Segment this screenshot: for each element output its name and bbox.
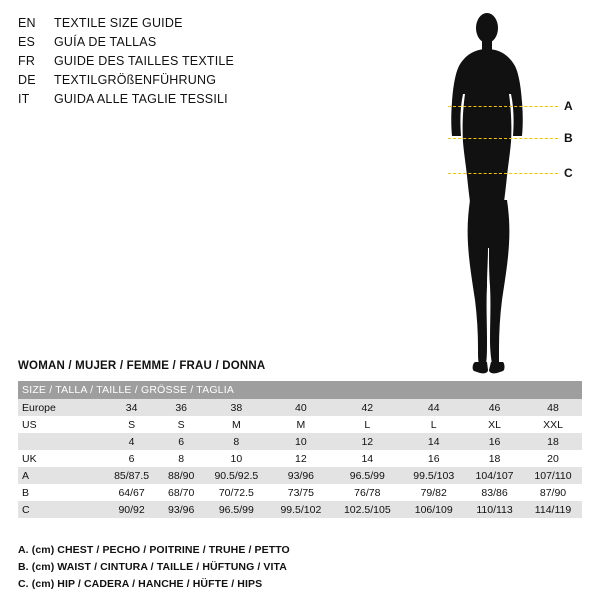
cell: 114/119	[524, 501, 582, 518]
cell: 44	[402, 399, 465, 416]
cell: 64/67	[104, 484, 159, 501]
legend-row-b: B. (cm) WAIST / CINTURA / TAILLE / HÜFTUNG / VITA	[18, 561, 287, 573]
table-row	[18, 399, 582, 416]
cell: 96.5/99	[203, 501, 269, 518]
cell: 40	[270, 399, 333, 416]
cell: 93/96	[270, 467, 333, 484]
cell: 14	[332, 450, 402, 467]
title-row-fr	[18, 52, 318, 71]
lang-code-de: DE	[18, 73, 36, 87]
measure-line-c	[448, 173, 558, 174]
table-header-row	[18, 381, 582, 399]
cell: 16	[402, 450, 465, 467]
cell: 73/75	[270, 484, 333, 501]
measure-line-a	[448, 106, 558, 107]
row-label	[18, 433, 104, 450]
table-row	[18, 484, 582, 501]
cell: 99.5/103	[402, 467, 465, 484]
cell: 42	[332, 399, 402, 416]
cell: 6	[159, 433, 203, 450]
cell: 48	[524, 399, 582, 416]
cell: S	[159, 416, 203, 433]
cell: 18	[465, 450, 524, 467]
cell: 104/107	[465, 467, 524, 484]
female-figure-diagram	[400, 8, 590, 378]
title-row-es	[18, 33, 318, 52]
cell: 76/78	[332, 484, 402, 501]
lang-code-es: ES	[18, 35, 36, 49]
lang-text-fr: GUIDE DES TAILLES TEXTILE	[54, 54, 235, 68]
cell: 88/90	[159, 467, 203, 484]
cell: L	[332, 416, 402, 433]
cell: 14	[402, 433, 465, 450]
cell: 90/92	[104, 501, 159, 518]
lang-text-it: GUIDA ALLE TAGLIE TESSILI	[54, 92, 228, 106]
measure-label-a: A	[564, 99, 573, 113]
table-row	[18, 433, 582, 450]
table-header-label: SIZE / TALLA / TAILLE / GRÖSSE / TAGLIA	[18, 381, 582, 399]
cell: XL	[465, 416, 524, 433]
cell: 79/82	[402, 484, 465, 501]
gender-header: WOMAN / MUJER / FEMME / FRAU / DONNA	[18, 360, 266, 372]
lang-code-it: IT	[18, 92, 30, 106]
female-silhouette-icon	[425, 8, 550, 378]
cell: 106/109	[402, 501, 465, 518]
cell: 36	[159, 399, 203, 416]
lang-text-en: TEXTILE SIZE GUIDE	[54, 16, 183, 30]
cell: 4	[104, 433, 159, 450]
cell: 6	[104, 450, 159, 467]
row-label: C	[18, 501, 104, 518]
measure-label-c: C	[564, 166, 573, 180]
cell: 87/90	[524, 484, 582, 501]
cell: 102.5/105	[332, 501, 402, 518]
lang-text-de: TEXTILGRÖßENFÜHRUNG	[54, 73, 217, 87]
measure-label-b: B	[564, 131, 573, 145]
cell: 8	[203, 433, 269, 450]
cell: 83/86	[465, 484, 524, 501]
cell: 107/110	[524, 467, 582, 484]
cell: 34	[104, 399, 159, 416]
title-row-en	[18, 14, 318, 33]
size-table	[18, 381, 582, 518]
table-row	[18, 416, 582, 433]
language-title-block	[18, 14, 318, 109]
cell: 12	[332, 433, 402, 450]
cell: 90.5/92.5	[203, 467, 269, 484]
table-row	[18, 467, 582, 484]
cell: 70/72.5	[203, 484, 269, 501]
cell: 16	[465, 433, 524, 450]
cell: 96.5/99	[332, 467, 402, 484]
legend-row-a: A. (cm) CHEST / PECHO / POITRINE / TRUHE / PETTO	[18, 544, 290, 556]
lang-code-en: EN	[18, 16, 36, 30]
row-label: B	[18, 484, 104, 501]
lang-code-fr: FR	[18, 54, 36, 68]
cell: 46	[465, 399, 524, 416]
title-row-de	[18, 71, 318, 90]
cell: 10	[270, 433, 333, 450]
legend-row-c: C. (cm) HIP / CADERA / HANCHE / HÜFTE / HIPS	[18, 578, 263, 590]
cell: 8	[159, 450, 203, 467]
cell: S	[104, 416, 159, 433]
measure-line-b	[448, 138, 558, 139]
cell: 12	[270, 450, 333, 467]
row-label: Europe	[18, 399, 104, 416]
cell: L	[402, 416, 465, 433]
cell: 20	[524, 450, 582, 467]
table-row	[18, 450, 582, 467]
cell: 85/87.5	[104, 467, 159, 484]
table-row	[18, 501, 582, 518]
cell: 18	[524, 433, 582, 450]
cell: M	[203, 416, 269, 433]
cell: 110/113	[465, 501, 524, 518]
row-label: US	[18, 416, 104, 433]
cell: 93/96	[159, 501, 203, 518]
cell: 10	[203, 450, 269, 467]
row-label: UK	[18, 450, 104, 467]
title-row-it	[18, 90, 318, 109]
cell: 99.5/102	[270, 501, 333, 518]
cell: 68/70	[159, 484, 203, 501]
lang-text-es: GUÍA DE TALLAS	[54, 35, 157, 49]
measurement-legend	[18, 542, 582, 593]
row-label: A	[18, 467, 104, 484]
cell: 38	[203, 399, 269, 416]
cell: XXL	[524, 416, 582, 433]
cell: M	[270, 416, 333, 433]
